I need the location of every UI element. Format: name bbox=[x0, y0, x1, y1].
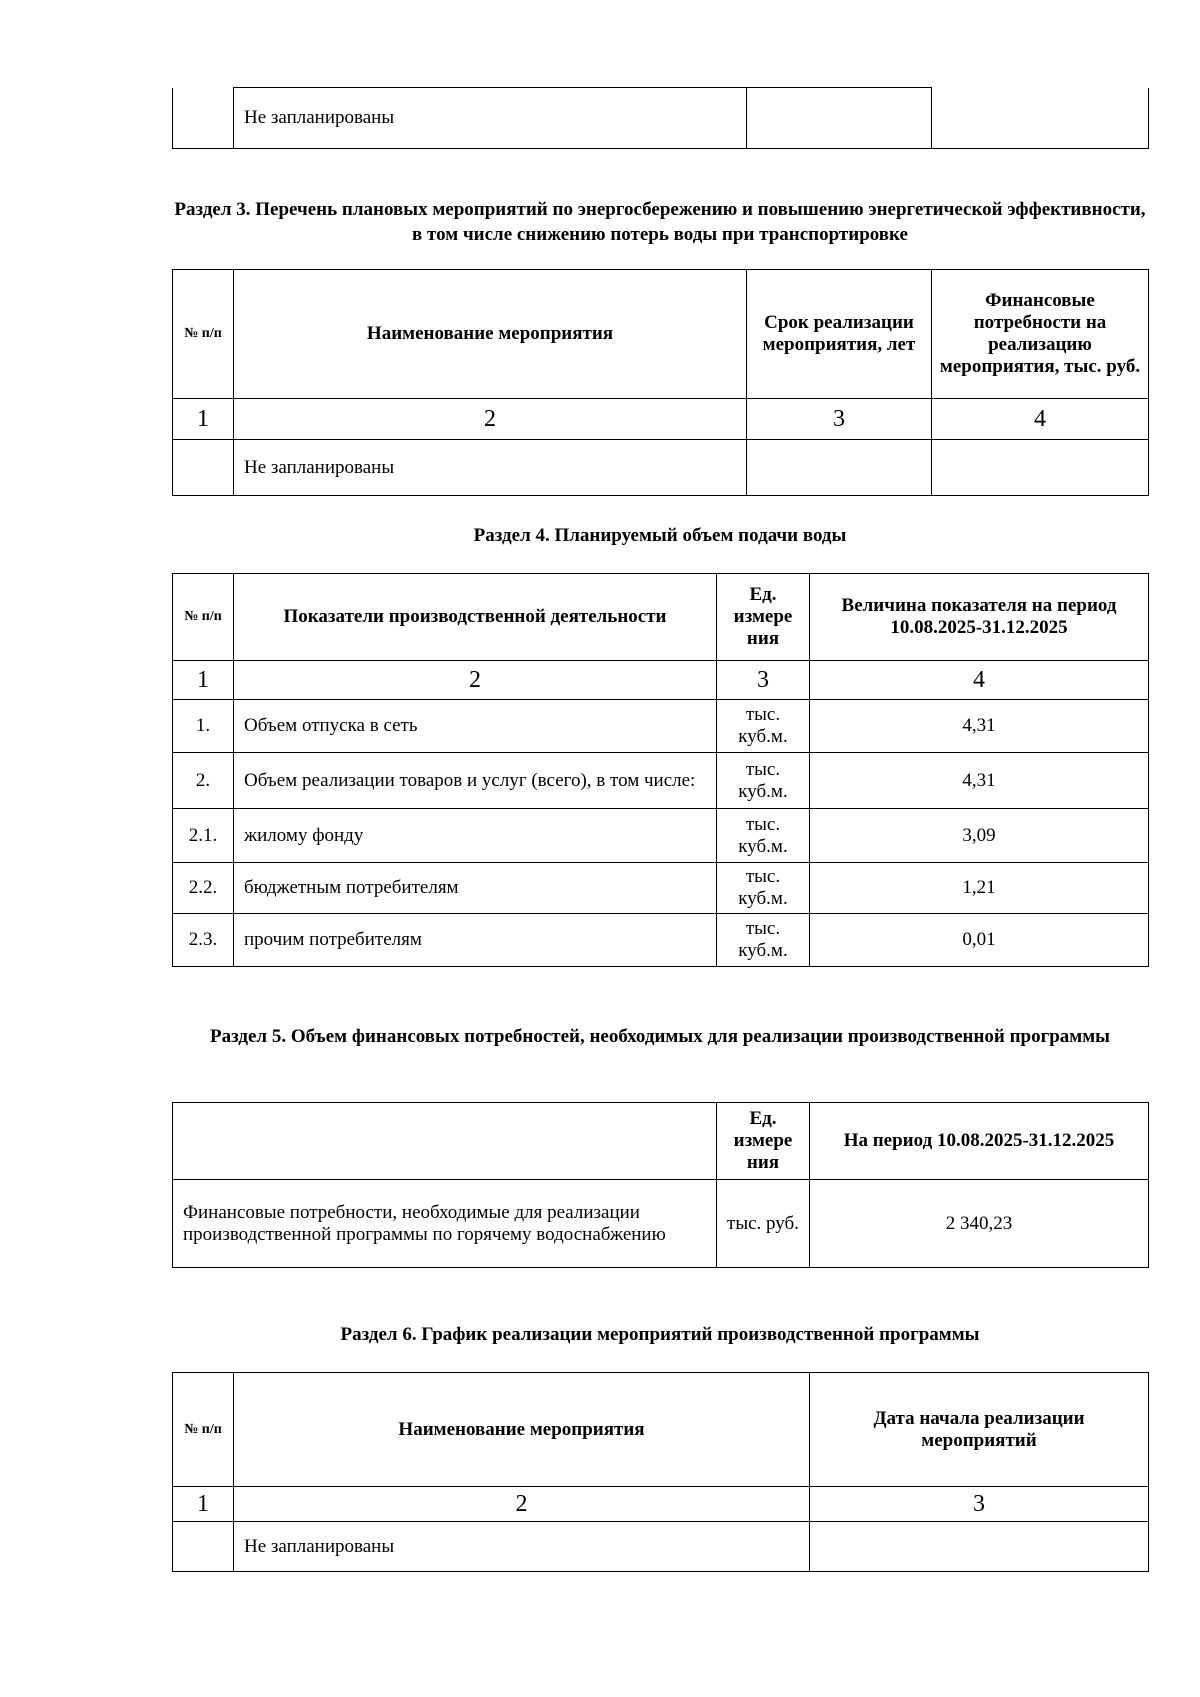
header-empty bbox=[173, 1103, 717, 1180]
col-number: 4 bbox=[932, 399, 1149, 440]
row-text: Не запланированы bbox=[234, 440, 747, 496]
header-num: № п/п bbox=[173, 574, 234, 661]
header-value: Величина показателя на период 10.08.2025-31.12.2025 bbox=[810, 574, 1149, 661]
row-unit: тыс. куб.м. bbox=[717, 809, 810, 863]
cell bbox=[173, 1522, 234, 1572]
previous-section-table bbox=[172, 87, 1149, 149]
row-unit: тыс. куб.м. bbox=[717, 700, 810, 753]
row-value: 1,21 bbox=[810, 863, 1149, 914]
row-num: 2.2. bbox=[173, 863, 234, 914]
row-num: 1. bbox=[173, 700, 234, 753]
header-indicator: Показатели производственной деятельности bbox=[234, 574, 717, 661]
row-unit: тыс. куб.м. bbox=[717, 863, 810, 914]
section3-title: Раздел 3. Перечень плановых мероприятий по энергосбережению и повышению энергетической эффективности, в том числе снижению потерь воды при транспортировке bbox=[174, 199, 1146, 245]
col-number: 1 bbox=[173, 661, 234, 700]
table-row bbox=[173, 700, 1149, 753]
row-unit: тыс. куб.м. bbox=[717, 914, 810, 967]
header-num: № п/п bbox=[173, 270, 234, 399]
row-name: Объем реализации товаров и услуг (всего), в том числе: bbox=[234, 753, 717, 809]
row-value: 0,01 bbox=[810, 914, 1149, 967]
row-value: 4,31 bbox=[810, 700, 1149, 753]
row-value: 3,09 bbox=[810, 809, 1149, 863]
cell bbox=[747, 440, 932, 496]
header-name: Наименование мероприятия bbox=[234, 270, 747, 399]
row-name: Финансовые потребности, необходимые для реализации производственной программы по горячему водоснабжению bbox=[173, 1180, 717, 1268]
row-unit: тыс. куб.м. bbox=[717, 753, 810, 809]
cell bbox=[932, 440, 1149, 496]
row-name: Объем отпуска в сеть bbox=[234, 700, 717, 753]
table-row bbox=[173, 914, 1149, 967]
section6-title: Раздел 6. График реализации мероприятий производственной программы bbox=[340, 1324, 980, 1345]
header-name: Наименование мероприятия bbox=[234, 1373, 810, 1487]
row-name: прочим потребителям bbox=[234, 914, 717, 967]
header-num: № п/п bbox=[173, 1373, 234, 1487]
table-row bbox=[173, 1180, 1149, 1268]
row-num: 2.3. bbox=[173, 914, 234, 967]
row-name: жилому фонду bbox=[234, 809, 717, 863]
section5-table bbox=[172, 1102, 1149, 1268]
col-number: 4 bbox=[810, 661, 1149, 700]
section6-table bbox=[172, 1372, 1149, 1572]
header-unit: Ед. измере ния bbox=[717, 574, 810, 661]
col-number: 2 bbox=[234, 1487, 810, 1522]
cell bbox=[173, 88, 234, 149]
cell bbox=[810, 1522, 1149, 1572]
row-value: 2 340,23 bbox=[810, 1180, 1149, 1268]
col-number: 2 bbox=[234, 661, 717, 700]
table-row bbox=[173, 863, 1149, 914]
row-unit: тыс. руб. bbox=[717, 1180, 810, 1268]
section4-table bbox=[172, 573, 1149, 967]
col-number: 2 bbox=[234, 399, 747, 440]
col-number: 3 bbox=[747, 399, 932, 440]
cell bbox=[173, 440, 234, 496]
row-num: 2.1. bbox=[173, 809, 234, 863]
header-unit: Ед. измере ния bbox=[717, 1103, 810, 1180]
row-text: Не запланированы bbox=[234, 88, 747, 149]
table-row bbox=[173, 753, 1149, 809]
header-term: Срок реализации мероприятия, лет bbox=[747, 270, 932, 399]
col-number: 3 bbox=[810, 1487, 1149, 1522]
row-text: Не запланированы bbox=[234, 1522, 810, 1572]
col-number: 1 bbox=[173, 399, 234, 440]
header-period: На период 10.08.2025-31.12.2025 bbox=[810, 1103, 1149, 1180]
col-number: 1 bbox=[173, 1487, 234, 1522]
header-finance: Финансовые потребности на реализацию мероприятия, тыс. руб. bbox=[932, 270, 1149, 399]
cell bbox=[747, 88, 932, 149]
col-number: 3 bbox=[717, 661, 810, 700]
section4-title: Раздел 4. Планируемый объем подачи воды bbox=[473, 525, 847, 546]
table-row bbox=[173, 809, 1149, 863]
section5-title: Раздел 5. Объем финансовых потребностей, необходимых для реализации производственной программы bbox=[209, 1026, 1111, 1047]
row-num: 2. bbox=[173, 753, 234, 809]
section3-table bbox=[172, 269, 1149, 496]
header-start-date: Дата начала реализации мероприятий bbox=[810, 1373, 1149, 1487]
row-value: 4,31 bbox=[810, 753, 1149, 809]
cell bbox=[932, 88, 1149, 149]
row-name: бюджетным потребителям bbox=[234, 863, 717, 914]
